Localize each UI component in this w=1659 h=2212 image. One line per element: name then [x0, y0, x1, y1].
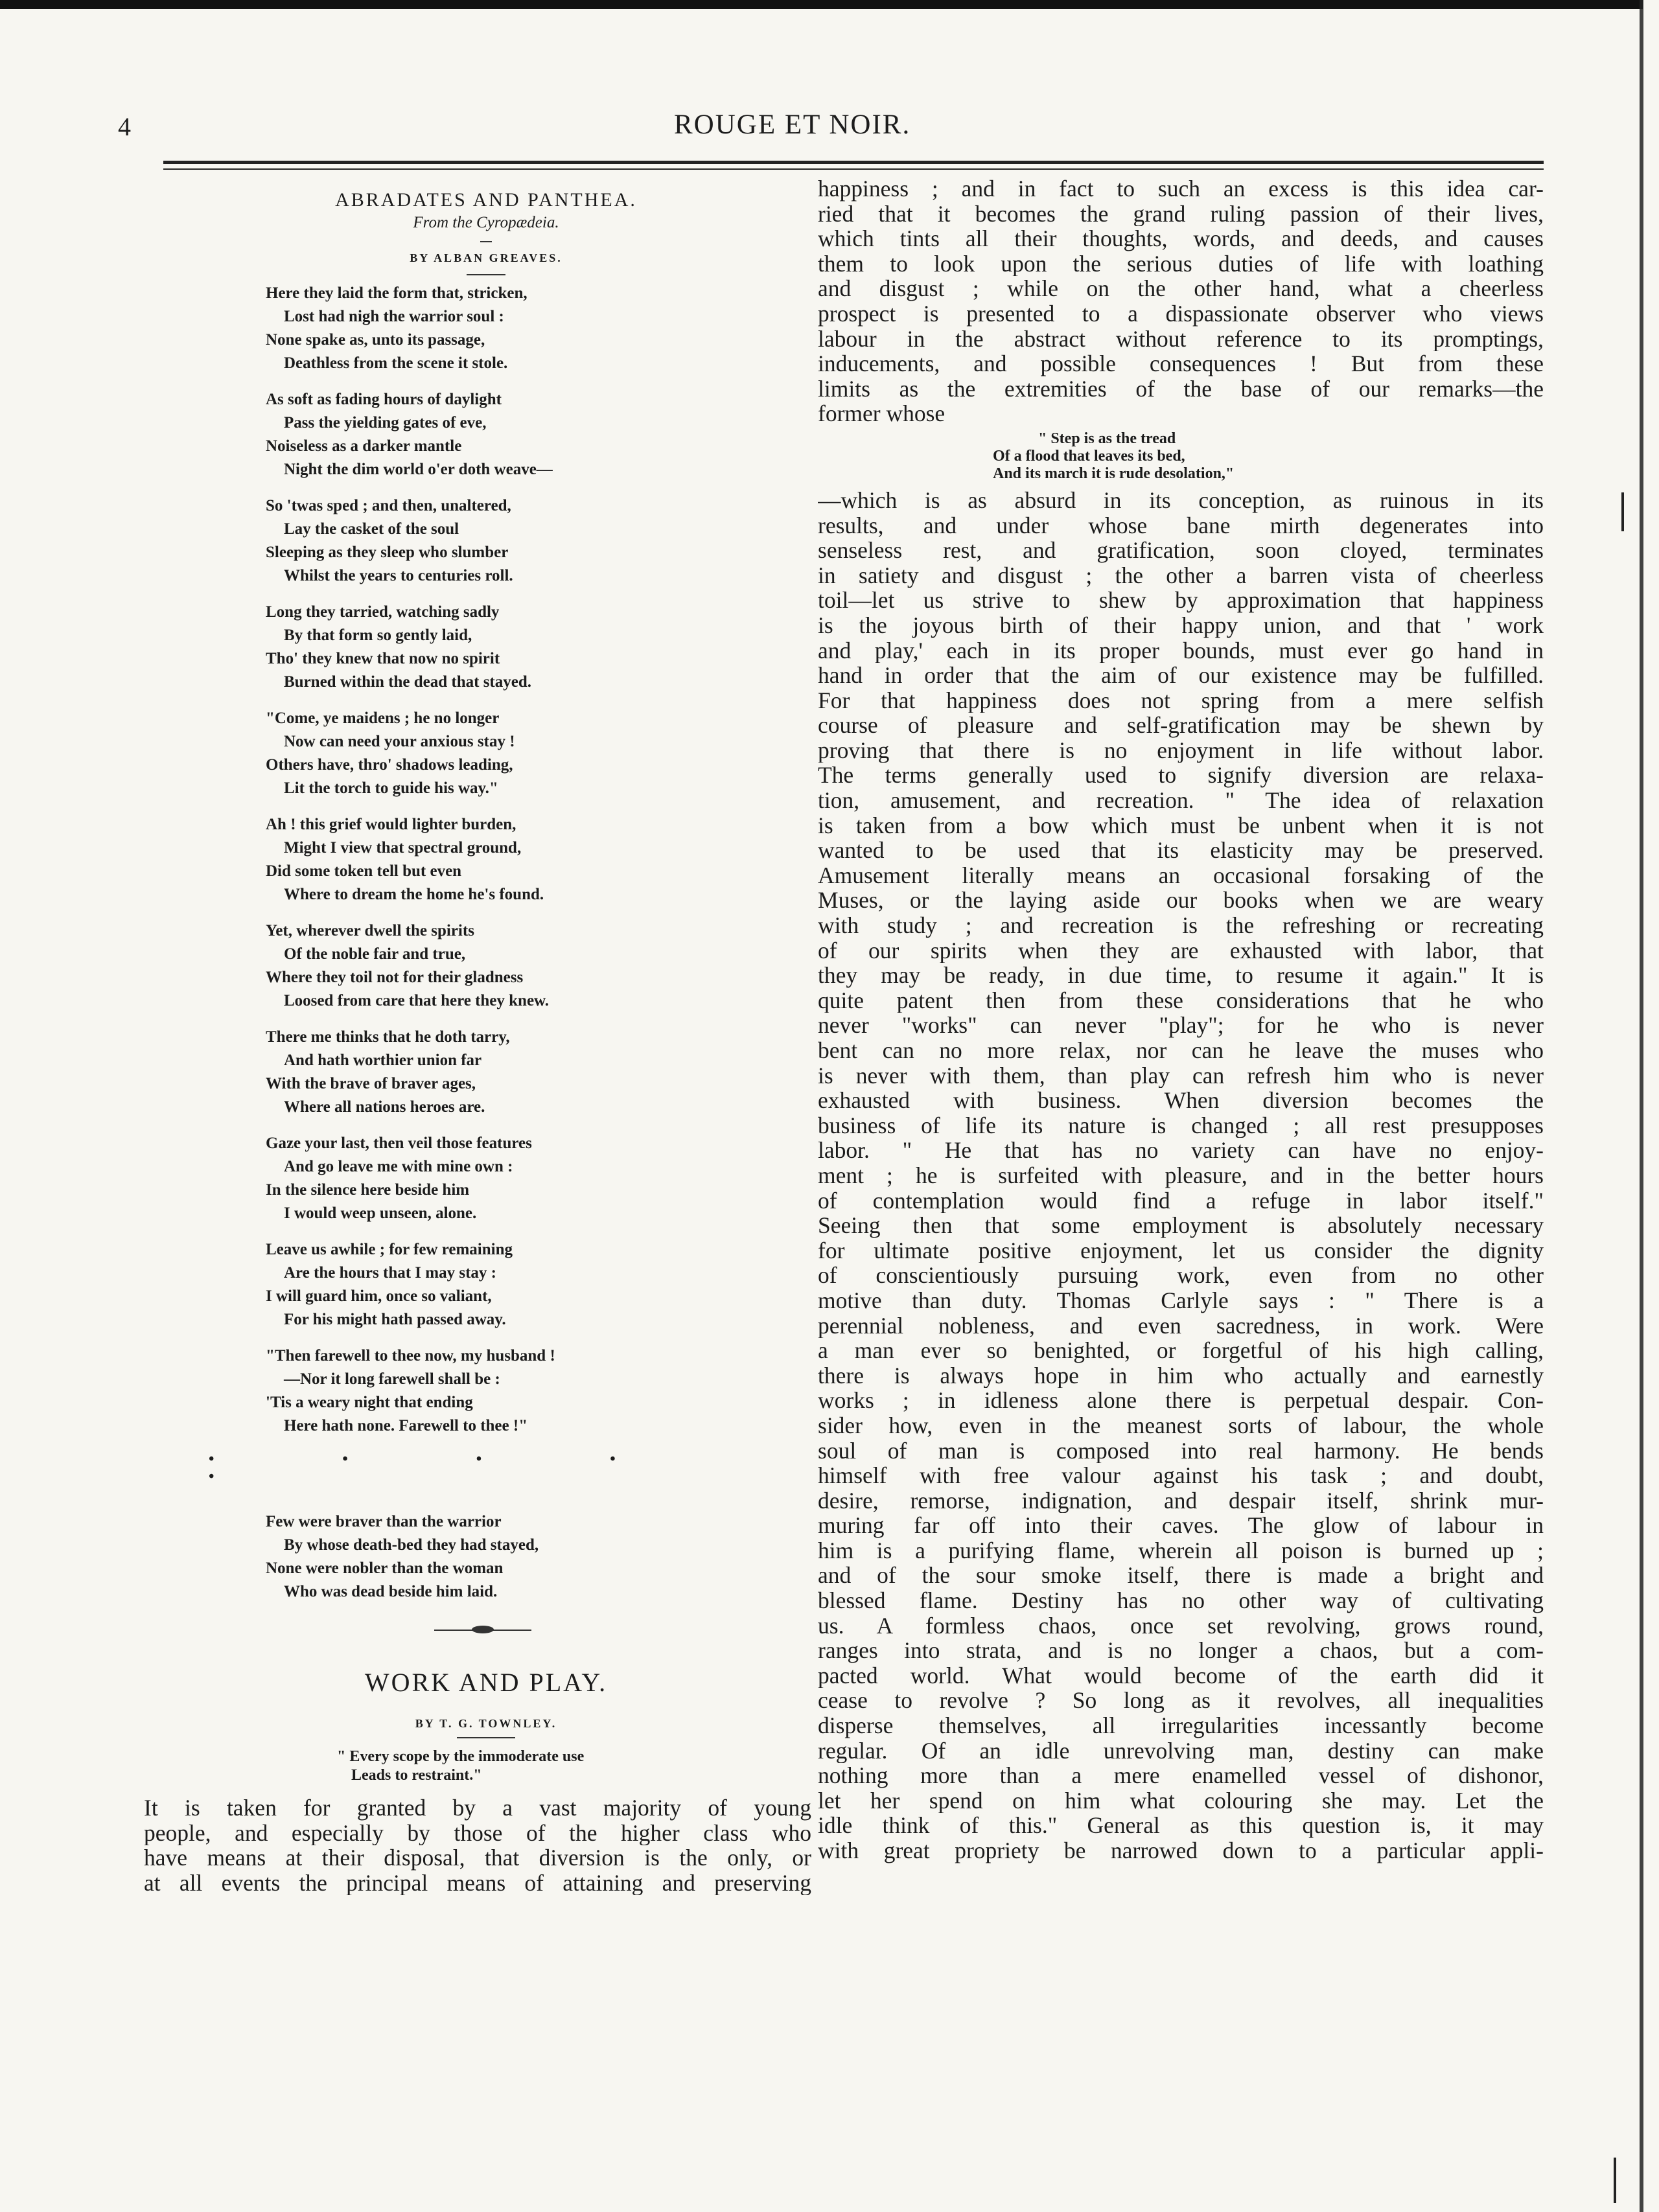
- poem-line: Burned within the dead that stayed.: [284, 673, 531, 691]
- poem-line: By that form so gently laid,: [284, 627, 472, 644]
- poem-line: I will guard him, once so valiant,: [266, 1287, 492, 1305]
- text-line: Amusement literally means an occasional forsaking of the: [818, 862, 1544, 888]
- poem-title: ABRADATES AND PANTHEA.: [335, 189, 637, 211]
- text-line: cease to revolve ? So long as it revolves, all inequalities: [818, 1688, 1544, 1714]
- text-line: have means at their disposal, that diversion is the only, or: [144, 1845, 811, 1871]
- essay-title: WORK AND PLAY.: [364, 1668, 608, 1697]
- poem-line: Yet, wherever dwell the spirits: [266, 922, 474, 939]
- text-line: —which is as absurd in its conception, as ruinous in its: [818, 487, 1544, 513]
- text-line: desire, remorse, indignation, and despair itself, shrink mur-: [818, 1488, 1544, 1514]
- poem-line: Pass the yielding gates of eve,: [284, 414, 487, 432]
- text-line: ment ; he is surfeited with pleasure, and in the better hours: [818, 1162, 1544, 1188]
- poem-subtitle: From the Cyropædeia.: [413, 214, 559, 231]
- poem-line: Long they tarried, watching sadly: [266, 603, 500, 621]
- text-line: people, and especially by those of the higher class who: [144, 1820, 811, 1846]
- embedded-quote: [993, 430, 1544, 483]
- poem-line: Who was dead beside him laid.: [284, 1583, 498, 1600]
- text-line: in satiety and disgust ; the other a barren vista of cheerless: [818, 562, 1544, 588]
- text-line: blessed flame. Destiny has no other way of cultivating: [818, 1588, 1544, 1613]
- text-line: works ; in idleness alone there is perpetual despair. Con-: [818, 1388, 1544, 1413]
- epigraph-line: Leads to restraint.": [351, 1767, 482, 1784]
- left-column: [144, 175, 811, 1896]
- text-line: senseless rest, and gratification, soon cloyed, terminates: [818, 538, 1544, 563]
- poem-line: Night the dim world o'er doth weave—: [284, 461, 553, 478]
- text-line: and disgust ; while on the other hand, what a cheerless: [818, 276, 1544, 301]
- poem-line: Did some token tell but even: [266, 862, 462, 880]
- text-line: for ultimate positive enjoyment, let us consider the dignity: [818, 1238, 1544, 1263]
- poem-stanza: [266, 388, 810, 481]
- text-line: perennial nobleness, and even sacredness, in work. Were: [818, 1313, 1544, 1339]
- divider: [480, 241, 492, 242]
- text-line: toil—let us strive to shew by approximation that happiness: [818, 588, 1544, 613]
- poem-stanza: [266, 1132, 810, 1225]
- scan-right-edge: [1640, 0, 1643, 2212]
- text-line: bent can no more relax, nor can he leave the muses who: [818, 1038, 1544, 1063]
- poem-line: Are the hours that I may stay :: [284, 1264, 496, 1282]
- text-line: of conscientiously pursuing work, even from no other: [818, 1263, 1544, 1288]
- poem-line: Of the noble fair and true,: [284, 945, 466, 963]
- text-line: quite patent then from these considerations that he who: [818, 987, 1544, 1013]
- text-line: Seeing then that some employment is absolutely necessary: [818, 1213, 1544, 1238]
- poem-line: Loosed from care that here they knew.: [284, 992, 549, 1009]
- text-line: muring far off into their caves. The glow of labour in: [818, 1513, 1544, 1538]
- essay-text-right-b: [818, 488, 1544, 1863]
- text-line: motive than duty. Thomas Carlyle says : " There is a: [818, 1287, 1544, 1313]
- poem-line: For his might hath passed away.: [284, 1311, 506, 1328]
- poem-line: So 'twas sped ; and then, unaltered,: [266, 497, 511, 514]
- poem-line: None were nobler than the woman: [266, 1560, 504, 1577]
- poem-line: Ah ! this grief would lighter burden,: [266, 816, 516, 833]
- page-number: 4: [118, 112, 131, 141]
- ellipsis-dots: • • • • •: [209, 1451, 678, 1485]
- poem-line: Lay the casket of the soul: [284, 520, 459, 538]
- poem-body: [162, 282, 810, 1438]
- text-line: Muses, or the laying aside our books when we are weary: [818, 888, 1544, 914]
- poem-line: And go leave me with mine own :: [284, 1158, 513, 1175]
- text-line: sider how, even in the meanest sorts of labour, the whole: [818, 1412, 1544, 1438]
- divider: [457, 1737, 515, 1738]
- poem-line: "Come, ye maidens ; he no longer: [266, 709, 500, 727]
- poem-line: —Nor it long farewell shall be :: [284, 1370, 500, 1388]
- essay-text-right-a: [818, 176, 1544, 426]
- poem-line: With the brave of braver ages,: [266, 1075, 476, 1092]
- poem-line: I would weep unseen, alone.: [284, 1204, 477, 1222]
- text-line: and of the sour smoke itself, there is made a bright and: [818, 1563, 1544, 1589]
- poem-line: Sleeping as they sleep who slumber: [266, 544, 509, 561]
- header-rule-thin: [163, 168, 1544, 170]
- poem-line: Few were braver than the warrior: [266, 1513, 502, 1530]
- poem-line: There me thinks that he doth tarry,: [266, 1028, 510, 1046]
- text-line: with great propriety be narrowed down to a particular appli-: [818, 1838, 1544, 1863]
- text-line: with study ; and recreation is the refreshing or recreating: [818, 913, 1544, 938]
- poem-stanza: [266, 707, 810, 800]
- running-title: ROUGE ET NOIR.: [674, 109, 911, 140]
- poem-byline: BY ALBAN GREAVES.: [410, 251, 563, 264]
- poem-line: Where they toil not for their gladness: [266, 969, 524, 986]
- text-line: pacted world. What would become of the earth did it: [818, 1663, 1544, 1688]
- text-line: a man ever so benighted, or forgetful of his high calling,: [818, 1338, 1544, 1363]
- poem-stanza: [266, 601, 810, 694]
- poem-line: Here hath none. Farewell to thee !": [284, 1417, 528, 1434]
- quote-line: " Step is as the tread: [1038, 430, 1176, 447]
- poem-line: Here they laid the form that, stricken,: [266, 284, 528, 302]
- text-line: they may be ready, in due time, to resume it again." It is: [818, 963, 1544, 988]
- text-line: ried that it becomes the grand ruling passion of their lives,: [818, 201, 1544, 227]
- poem-line: In the silence here beside him: [266, 1181, 470, 1199]
- text-line: him is a purifying flame, wherein all poison is burned up ;: [818, 1538, 1544, 1563]
- text-line: is taken from a bow which must be unbent when it is not: [818, 812, 1544, 838]
- poem-stanza: [266, 1238, 810, 1331]
- poem-line: 'Tis a weary night that ending: [266, 1394, 473, 1411]
- poem-stanza: [266, 919, 810, 1013]
- quote-line: And its march it is rude desolation,": [993, 465, 1235, 482]
- header-rule: [163, 161, 1544, 164]
- text-line: nothing more than a mere enamelled vessel of dishonor,: [818, 1763, 1544, 1788]
- text-line: labour in the abstract without reference to its promptings,: [818, 326, 1544, 352]
- poem-line: As soft as fading hours of daylight: [266, 391, 502, 408]
- text-line: soul of man is composed into real harmony. He bends: [818, 1438, 1544, 1464]
- poem-line: "Then farewell to thee now, my husband !: [266, 1347, 555, 1365]
- poem-line: By whose death-bed they had stayed,: [284, 1536, 539, 1554]
- text-line: It is taken for granted by a vast majority of young: [144, 1795, 811, 1821]
- text-line: proving that there is no enjoyment in life without labor.: [818, 737, 1544, 763]
- text-line: business of life its nature is changed ; all rest presupposes: [818, 1112, 1544, 1138]
- divider: [467, 274, 505, 275]
- text-line: wanted to be used that its elasticity may be preserved.: [818, 838, 1544, 863]
- essay-byline: BY T. G. TOWNLEY.: [415, 1717, 557, 1730]
- text-line: there is always hope in him who actually and earnestly: [818, 1363, 1544, 1388]
- poem-stanza: [266, 1026, 810, 1119]
- text-line: them to look upon the serious duties of life with loathing: [818, 251, 1544, 277]
- poem-line: Might I view that spectral ground,: [284, 839, 522, 857]
- text-line: idle think of this." General as this question is, it may: [818, 1813, 1544, 1838]
- poem-line: Lit the torch to guide his way.": [284, 779, 498, 797]
- scan-top-border: [0, 0, 1643, 9]
- poem-stanza: [266, 282, 810, 375]
- poem-line: Whilst the years to centuries roll.: [284, 567, 513, 584]
- poem-line: Lost had nigh the warrior soul :: [284, 308, 504, 325]
- text-line: never "works" can never "play"; for he who is never: [818, 1013, 1544, 1038]
- text-line: former whose: [818, 401, 946, 426]
- text-line: is never with them, than play can refresh him who is never: [818, 1063, 1544, 1089]
- text-line: limits as the extremities of the base of our remarks—the: [818, 376, 1544, 402]
- poem-line: Gaze your last, then veil those features: [266, 1135, 532, 1152]
- text-line: disperse themselves, all irregularities incessantly become: [818, 1713, 1544, 1738]
- poem-line: None spake as, unto its passage,: [266, 331, 485, 349]
- text-line: is the joyous birth of their happy union, and that ' work: [818, 612, 1544, 638]
- essay-text-left: [144, 1795, 811, 1895]
- text-line: For that happiness does not spring from a mere selfish: [818, 687, 1544, 713]
- text-line: of our spirits when they are exhausted with labor, that: [818, 938, 1544, 963]
- text-line: labor. " He that has no variety can have no enjoy-: [818, 1138, 1544, 1163]
- text-line: of contemplation would find a refuge in labor itself.": [818, 1188, 1544, 1214]
- right-column: [818, 176, 1544, 1863]
- text-line: The terms generally used to signify diversion are relaxa-: [818, 763, 1544, 789]
- poem-line: Now can need your anxious stay !: [284, 733, 515, 750]
- text-line: happiness ; and in fact to such an excess is this idea car-: [818, 176, 1544, 202]
- poem-line: Leave us awhile ; for few remaining: [266, 1241, 513, 1258]
- text-line: regular. Of an idle unrevolving man, destiny can make: [818, 1738, 1544, 1764]
- poem-stanza: [266, 494, 810, 588]
- poem-line: Others have, thro' shadows leading,: [266, 756, 513, 774]
- poem-stanza: [266, 1344, 810, 1438]
- section-ornament: [434, 1630, 531, 1631]
- scan-mark: [1621, 492, 1624, 531]
- poem-line: Tho' they knew that now no spirit: [266, 650, 500, 667]
- text-line: himself with free valour against his task ; and doubt,: [818, 1463, 1544, 1488]
- poem-line: And hath worthier union far: [284, 1052, 482, 1069]
- poem-stanza-final: [266, 1510, 810, 1604]
- essay-epigraph: [337, 1747, 810, 1785]
- text-line: hand in order that the aim of our existence may be fulfilled.: [818, 663, 1544, 688]
- text-line: inducements, and possible consequences ! But from these: [818, 351, 1544, 376]
- text-line: and play,' each in its proper bounds, must ever go hand in: [818, 638, 1544, 663]
- text-line: which tints all their thoughts, words, and deeds, and causes: [818, 226, 1544, 251]
- poem-line: Noiseless as a darker mantle: [266, 437, 462, 455]
- epigraph-line: " Every scope by the immoderate use: [337, 1748, 585, 1765]
- quote-line: Of a flood that leaves its bed,: [993, 447, 1185, 465]
- poem-stanza: [266, 813, 810, 906]
- text-line: ranges into strata, and is no longer a chaos, but a com-: [818, 1638, 1544, 1663]
- scan-mark: [1614, 2158, 1616, 2203]
- text-line: exhausted with business. When diversion becomes the: [818, 1088, 1544, 1113]
- poem-line: Deathless from the scene it stole.: [284, 354, 508, 372]
- text-line: let her spend on him what colouring she may. Let the: [818, 1788, 1544, 1814]
- poem-line: Where all nations heroes are.: [284, 1098, 485, 1116]
- text-line: at all events the principal means of attaining and preserving: [144, 1870, 811, 1896]
- text-line: tion, amusement, and recreation. " The idea of relaxation: [818, 788, 1544, 813]
- poem-line: Where to dream the home he's found.: [284, 886, 544, 903]
- text-line: us. A formless chaos, once set revolving, grows round,: [818, 1613, 1544, 1639]
- text-line: course of pleasure and self-gratification may be shewn by: [818, 713, 1544, 738]
- text-line: results, and under whose bane mirth degenerates into: [818, 513, 1544, 538]
- text-line: prospect is presented to a dispassionate observer who views: [818, 301, 1544, 327]
